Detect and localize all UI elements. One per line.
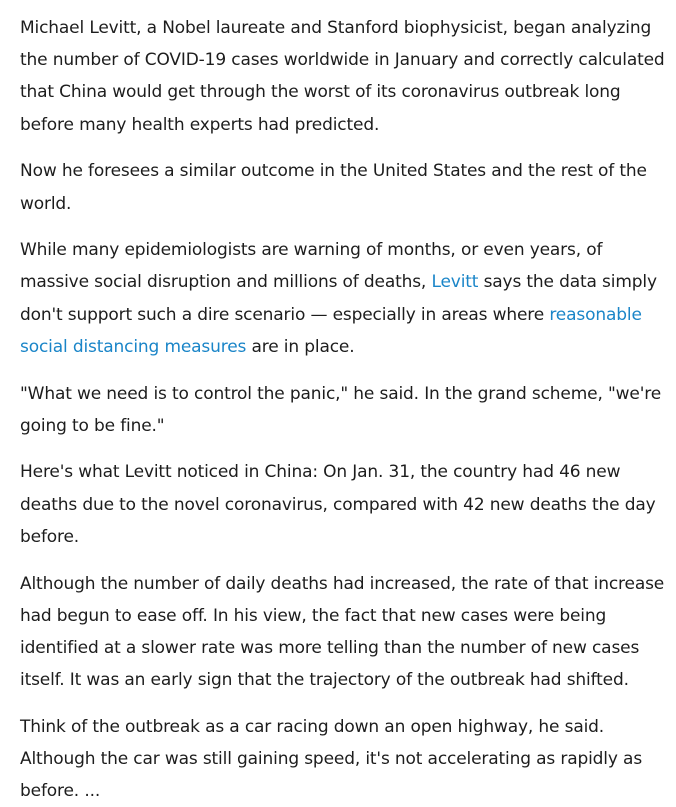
paragraph-7: Think of the outbreak as a car racing down an open highway, he said. Although the car was still gaining speed, it's not accelerating as rapidly as before. ... bbox=[20, 716, 643, 802]
social-distancing-link[interactable]: reasonable social distancing measures bbox=[20, 304, 642, 357]
paragraph-6: Although the number of daily deaths had increased, the rate of that increase had begun to ease off. In his view, the fact that new cases were being identified at a slower rate was more telling than the number of new cases itself. It was an early sign that the trajectory of the outbreak had shifted. bbox=[20, 573, 665, 691]
levitt-link[interactable]: Levitt bbox=[431, 272, 479, 293]
paragraph-3-text-a: While many epidemiologists are warning of months, or even years, of massive social disruption and millions of deaths, bbox=[20, 240, 603, 293]
paragraph-5: Here's what Levitt noticed in China: On Jan. 31, the country had 46 new deaths due to the novel coronavirus, compared with 42 new deaths the day before. bbox=[20, 462, 656, 547]
paragraph-1: Michael Levitt, a Nobel laureate and Stanford biophysicist, began analyzing the number of COVID-19 cases worldwide in January and correctly calculated that China would get through the worst of its coronavirus outbreak long before many health experts had predicted. bbox=[20, 18, 665, 135]
paragraph-3 bbox=[20, 234, 666, 363]
paragraph-4: "What we need is to control the panic," he said. In the grand scheme, "we're going to be fine." bbox=[20, 383, 662, 436]
paragraph-3-text-b: says the data simply don't support such a dire scenario — especially in areas where bbox=[20, 272, 657, 325]
paragraph-3-text-c: are in place. bbox=[246, 336, 355, 357]
paragraph-2: Now he foresees a similar outcome in the United States and the rest of the world. bbox=[20, 161, 647, 214]
